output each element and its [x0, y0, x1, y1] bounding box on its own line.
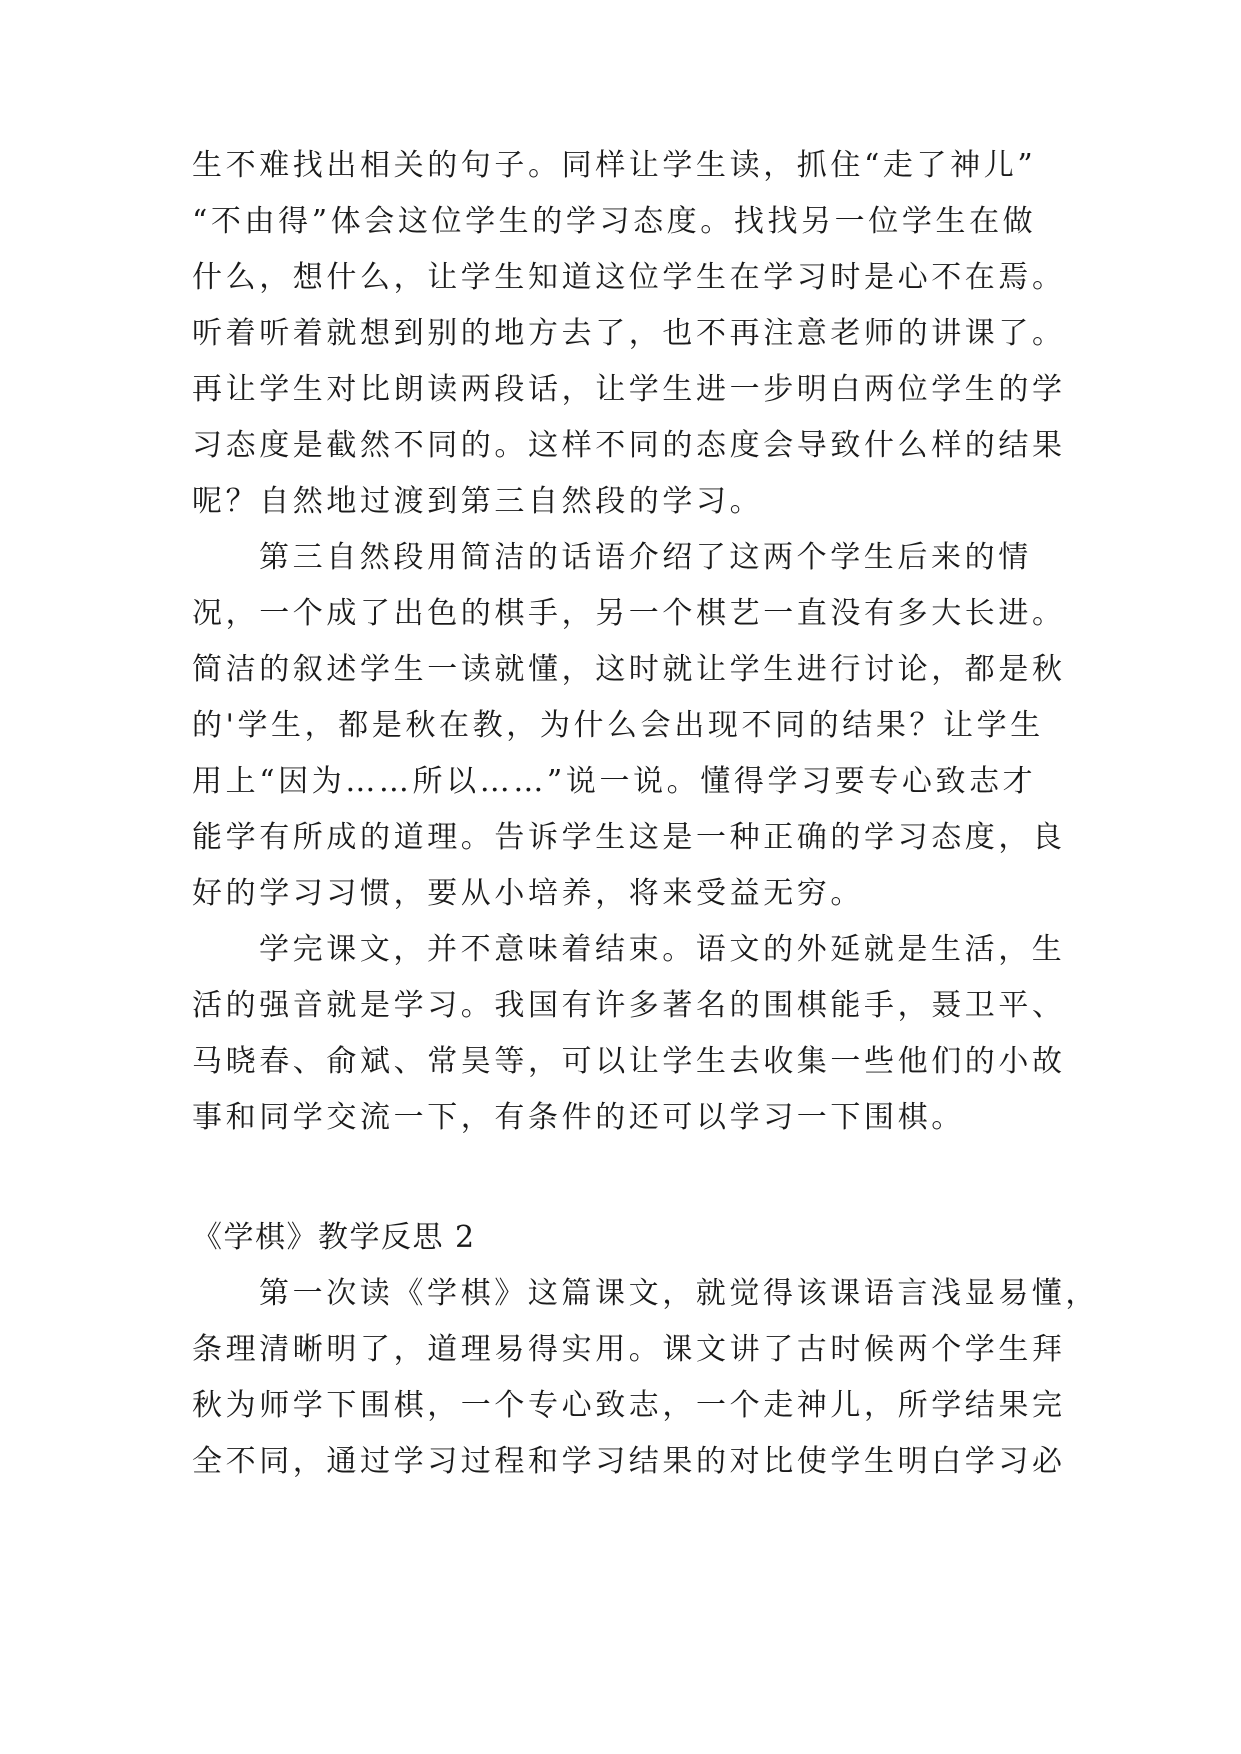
- paragraph-2-line-7: 好的学习习惯，要从小培养，将来受益无穷。: [192, 876, 864, 911]
- paragraph-1-line-3: 什么，想什么，让学生知道这位学生在学习时是心不在焉。: [192, 260, 1066, 295]
- paragraph-1-line-4: 听着听着就想到别的地方去了，也不再注意老师的讲课了。: [192, 316, 1066, 351]
- paragraph-3-line-2: 活的强音就是学习。我国有许多著名的围棋能手，聂卫平、: [192, 988, 1066, 1023]
- paragraph-2-line-5: 用上“因为……所以……”说一说。懂得学习要专心致志才: [192, 764, 1037, 799]
- paragraph-1-line-5: 再让学生对比朗读两段话，让学生进一步明白两位学生的学: [192, 372, 1066, 407]
- section-heading: 《学棋》教学反思 2: [192, 1220, 476, 1255]
- paragraph-4-line-3: 秋为师学下围棋，一个专心致志，一个走神儿，所学结果完: [192, 1388, 1066, 1423]
- paragraph-4-line-4: 全不同，通过学习过程和学习结果的对比使学生明白学习必: [192, 1444, 1066, 1479]
- paragraph-1-line-1: 生不难找出相关的句子。同样让学生读，抓住“走了神儿”: [192, 148, 1037, 183]
- paragraph-2-line-2: 况，一个成了出色的棋手，另一个棋艺一直没有多大长进。: [192, 596, 1066, 631]
- paragraph-1-line-7: 呢？自然地过渡到第三自然段的学习。: [192, 484, 764, 519]
- paragraph-2-line-3: 简洁的叙述学生一读就懂，这时就让学生进行讨论，都是秋: [192, 652, 1066, 687]
- paragraph-1-line-6: 习态度是截然不同的。这样不同的态度会导致什么样的结果: [192, 428, 1066, 463]
- paragraph-3-line-1: 学完课文，并不意味着结束。语文的外延就是生活，生: [259, 932, 1066, 967]
- paragraph-2-line-4: 的'学生，都是秋在教，为什么会出现不同的结果？让学生: [192, 708, 1044, 743]
- paragraph-3-line-3: 马晓春、俞斌、常昊等，可以让学生去收集一些他们的小故: [192, 1044, 1066, 1079]
- paragraph-1-line-2: “不由得”体会这位学生的学习态度。找找另一位学生在做: [192, 204, 1037, 239]
- paragraph-2-line-6: 能学有所成的道理。告诉学生这是一种正确的学习态度，良: [192, 820, 1066, 855]
- paragraph-3-line-4: 事和同学交流一下，有条件的还可以学习一下围棋。: [192, 1100, 965, 1135]
- paragraph-4-line-2: 条理清晰明了，道理易得实用。课文讲了古时候两个学生拜: [192, 1332, 1066, 1367]
- paragraph-4-line-1: 第一次读《学棋》这篇课文，就觉得该课语言浅显易懂，: [259, 1276, 1099, 1311]
- paragraph-2-line-1: 第三自然段用简洁的话语介绍了这两个学生后来的情: [259, 540, 1032, 575]
